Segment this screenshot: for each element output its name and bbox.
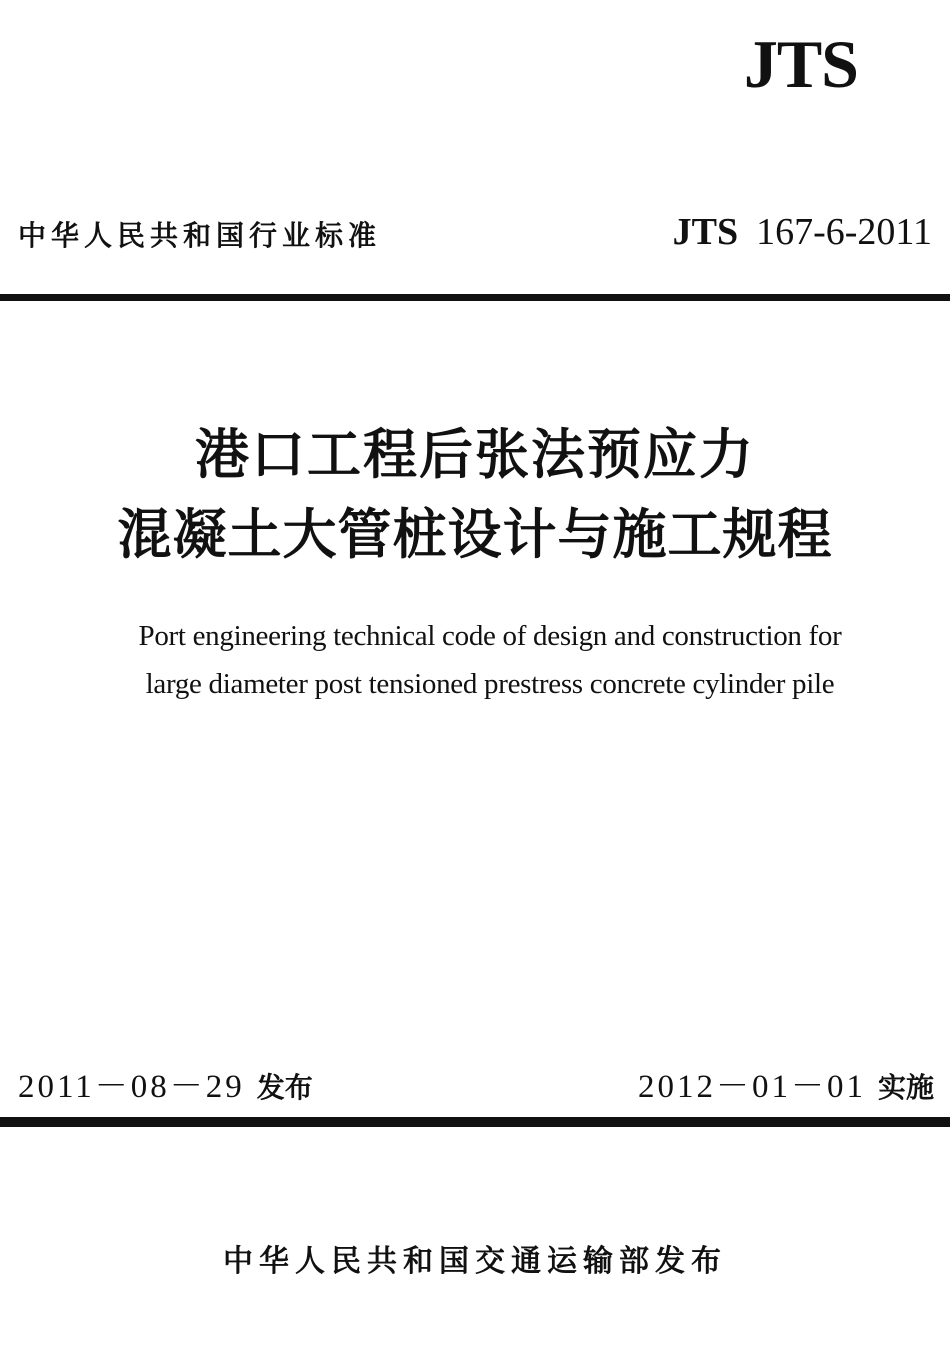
chinese-title-line-2: 混凝土大管桩设计与施工规程 — [117, 503, 833, 566]
english-title-line-1: Port engineering technical code of design and construction for — [138, 620, 842, 652]
standard-code — [673, 210, 932, 254]
effective-label: 实施 — [877, 1071, 934, 1104]
standard-category: 中华人民共和国行业标准 — [18, 219, 382, 252]
english-title-line-2: large diameter post tensioned prestress concrete cylinder pile — [145, 668, 835, 700]
effective-date-block — [638, 1060, 934, 1107]
issue-date-block — [18, 1060, 313, 1107]
standard-number: 167-6-2011 — [756, 211, 932, 253]
jts-logo: JTS — [743, 26, 858, 102]
issue-label: 发布 — [256, 1071, 313, 1104]
standard-prefix: JTS — [672, 211, 739, 253]
top-divider — [0, 294, 950, 301]
chinese-title-line-1: 港口工程后张法预应力 — [195, 423, 755, 486]
bottom-divider — [0, 1117, 950, 1127]
effective-date: 2012－01－01 — [637, 1069, 866, 1105]
publisher: 中华人民共和国交通运输部发布 — [223, 1244, 727, 1279]
issue-date: 2011－08－29 — [18, 1069, 245, 1105]
